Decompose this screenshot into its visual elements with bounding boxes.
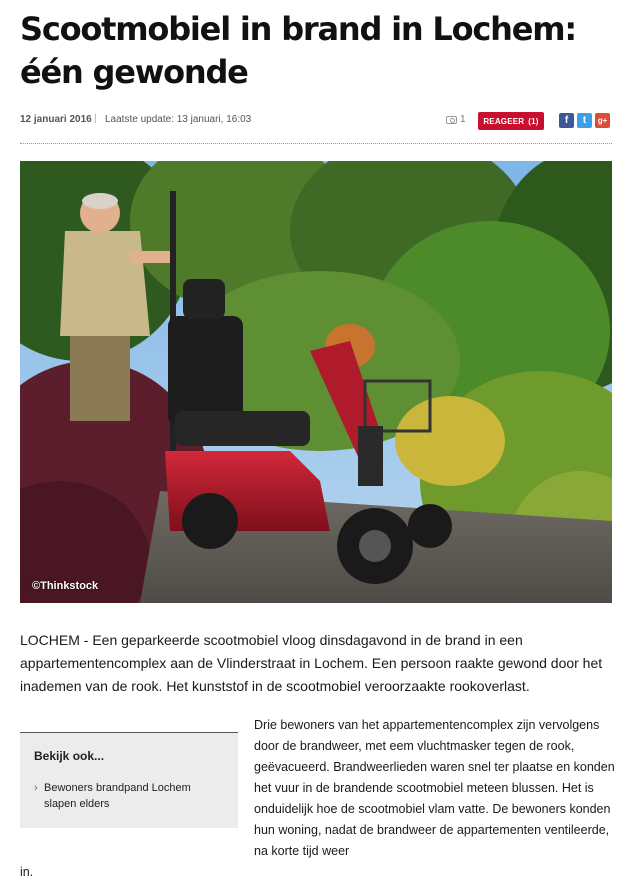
googleplus-icon[interactable]: g+ bbox=[595, 113, 610, 128]
article-lead: LOCHEM - Een geparkeerde scootmobiel vloog dinsdagavond in de brand in een appartementencomplex aan de Vlinderstraat in Lochem. Een persoon raakte gewond door het inademen van de rook. Het kunststof in de scootmobiel veroorzaakte rookoverlast. bbox=[20, 632, 603, 694]
react-count: (1) bbox=[528, 116, 539, 126]
meta-separator: | bbox=[94, 113, 97, 124]
facebook-icon[interactable]: f bbox=[559, 113, 574, 128]
photo-count-value: 1 bbox=[460, 114, 466, 125]
last-update: Laatste update: 13 januari, 16:03 bbox=[105, 114, 252, 125]
related-link[interactable] bbox=[34, 780, 224, 812]
related-box bbox=[20, 732, 238, 828]
twitter-icon[interactable]: t bbox=[577, 113, 592, 128]
camera-icon bbox=[446, 116, 457, 124]
article-body-tail: in. bbox=[20, 865, 34, 879]
image-credit: ©Thinkstock bbox=[32, 580, 99, 592]
related-title: Bekijk ook... bbox=[34, 749, 105, 763]
article-body: Drie bewoners van het appartementencomplex zijn vervolgens door de brandweer, met eem vluchtmasker tegen de rook, geëvacueerd. Brandweerlieden waren snel ter plaatse en konden het vuur in de brandende scootmobiel meteen blussen. Het is onduidelijk hoe de scootmobiel vlam vatte. De bewoners konden hun woning, nadat de brandweer de appartementen ventileerde, na korte tijd weer bbox=[254, 718, 615, 858]
divider bbox=[20, 143, 612, 144]
react-label: REAGEER bbox=[483, 116, 525, 126]
photo-count[interactable] bbox=[446, 114, 466, 125]
related-link-label[interactable]: Bewoners brandpand Lochem slapen elders bbox=[44, 782, 191, 810]
publish-date: 12 januari 2016 bbox=[20, 114, 92, 125]
photo-illustration bbox=[20, 161, 612, 603]
react-button[interactable] bbox=[478, 112, 544, 130]
article-meta bbox=[20, 110, 612, 132]
chevron-right-icon: › bbox=[34, 782, 38, 794]
article-photo bbox=[20, 161, 612, 603]
article-title: Scootmobiel in brand in Lochem: één gewonde bbox=[20, 10, 576, 91]
